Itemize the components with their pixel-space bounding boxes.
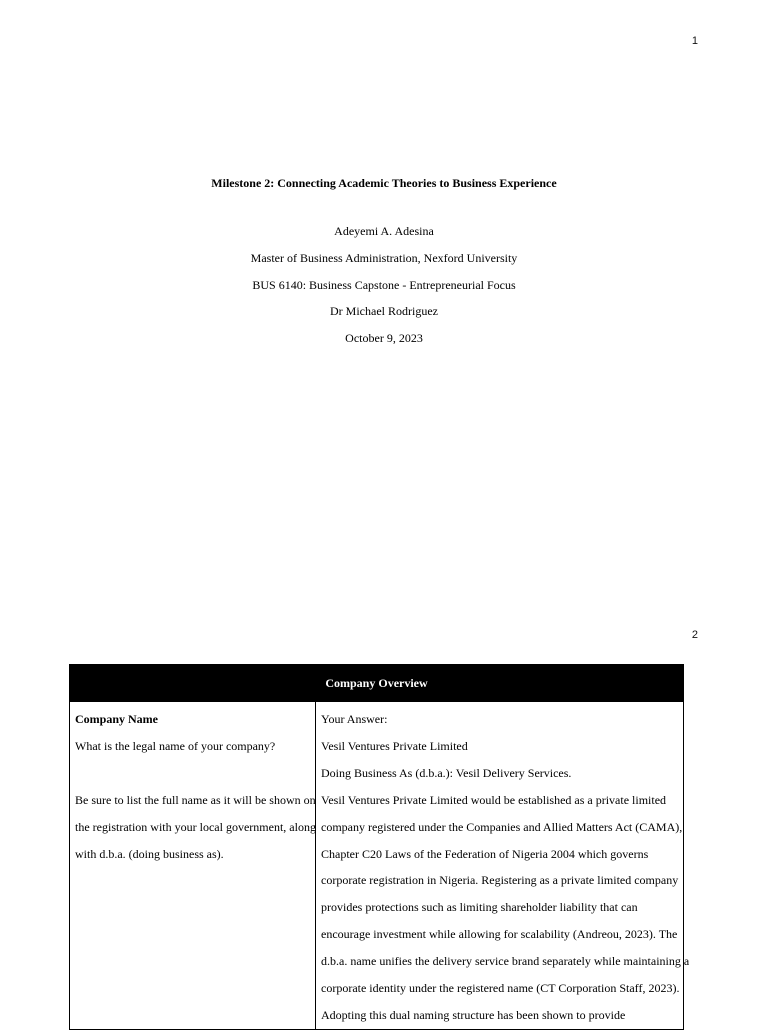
document-title: Milestone 2: Connecting Academic Theories to Business Experience	[211, 176, 557, 190]
page-number: 2	[691, 629, 698, 641]
table-row	[70, 702, 684, 1030]
explanation-line: Vesil Ventures Private Limited would be established as a private limited	[321, 792, 667, 807]
instructor-name: Dr Michael Rodriguez	[330, 304, 438, 319]
question-cell	[70, 702, 316, 1030]
instruction-line: Be sure to list the full name as it will be shown on	[75, 792, 316, 807]
company-overview-table	[69, 664, 690, 1030]
explanation-line: Chapter C20 Laws of the Federation of Nigeria 2004 which governs	[321, 846, 649, 861]
question-prompt: What is the legal name of your company?	[75, 738, 276, 753]
explanation-line: encourage investment while allowing for scalability (Andreou, 2023). The	[321, 927, 678, 942]
explanation-line: provides protections such as limiting shareholder liability that can	[321, 900, 638, 915]
program-name: Master of Business Administration, Nexford University	[250, 250, 518, 265]
instruction-line: the registration with your local government, along	[75, 819, 316, 834]
explanation-line: corporate registration in Nigeria. Registering as a private limited company	[321, 873, 679, 888]
instruction-line: with d.b.a. (doing business as).	[75, 846, 224, 861]
blank-line	[75, 760, 310, 787]
course-name: BUS 6140: Business Capstone - Entrepreneurial Focus	[252, 277, 516, 292]
author-name: Adeyemi A. Adesina	[334, 224, 434, 238]
answer-cell	[316, 702, 690, 1030]
title-page	[0, 175, 768, 357]
answer-label: Your Answer:	[321, 712, 388, 726]
page-number: 1	[691, 35, 698, 47]
legal-company-name: Vesil Ventures Private Limited	[321, 738, 468, 753]
question-heading: Company Name	[75, 712, 158, 726]
dba-name: Doing Business As (d.b.a.): Vesil Delivery Services.	[321, 765, 572, 780]
explanation-line: d.b.a. name unifies the delivery service brand separately while maintaining a	[321, 954, 690, 969]
explanation-line: company registered under the Companies and Allied Matters Act (CAMA),	[321, 819, 683, 834]
explanation-line: corporate identity under the registered name (CT Corporation Staff, 2023).	[321, 981, 680, 996]
submission-date: October 9, 2023	[345, 331, 423, 346]
table-header: Company Overview	[70, 665, 684, 702]
table-header-row	[70, 665, 684, 702]
title-page-details	[0, 223, 768, 346]
explanation-line: Adopting this dual naming structure has been shown to provide	[321, 1007, 626, 1022]
